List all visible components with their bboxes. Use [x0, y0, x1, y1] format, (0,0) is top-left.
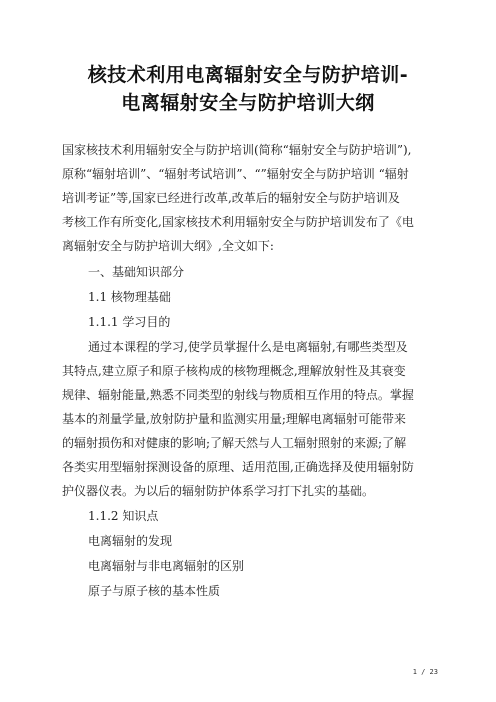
- paragraph-line: 护仪器仪表。为以后的辐射防护体系学习打下扎实的基础。: [62, 484, 375, 498]
- paragraph-line: 培训考证”等,国家已经进行改革,改革后的辐射安全与防护培训及: [62, 191, 400, 205]
- paragraph-line: 规律、辐射能量,熟悉不同类型的射线与物质相互作用的特点。掌握: [62, 388, 414, 402]
- subsection-heading: 1.1.2 知识点: [88, 509, 159, 523]
- paragraph-line: 各类实用型辐射探测设备的原理、适用范围,正确选择及使用辐射防: [62, 460, 414, 474]
- subsection-heading: 1.1.1 学习目的: [88, 315, 171, 329]
- paragraph-line: 的辐射损伤和对健康的影响;了解天然与人工辐射照射的来源;了解: [62, 436, 407, 450]
- document-title-line-2: 电离辐射安全与防护培训大纲: [121, 92, 375, 114]
- paragraph-line: 其特点,建立原子和原子核构成的核物理概念,理解放射性及其衰变: [62, 364, 406, 378]
- document-title-line-1: 核技术利用电离辐射安全与防护培训-: [87, 64, 409, 86]
- list-item: 电离辐射与非电离辐射的区别: [88, 559, 245, 573]
- list-item: 电离辐射的发现: [88, 534, 173, 548]
- list-item: 原子与原子核的基本性质: [88, 584, 221, 598]
- page-number: 1 / 23: [412, 668, 438, 676]
- paragraph-line: 考核工作有所变化,国家核技术利用辐射安全与防护培训发布了《电: [62, 215, 414, 229]
- section-heading: 一、基础知识部分: [88, 265, 185, 279]
- subsection-heading: 1.1 核物理基础: [88, 290, 171, 304]
- paragraph-line: 基本的剂量学量,放射防护量和监测实用量;理解电离辐射可能带来: [62, 412, 406, 426]
- paragraph-line: 离辐射安全与防护培训大纲》,全文如下:: [62, 239, 274, 253]
- paragraph-line: 国家核技术利用辐射安全与防护培训(简称“辐射安全与防护培训”),: [62, 143, 412, 157]
- paragraph-line: 原称“辐射培训”、“辐射考试培训”、“”辐射安全与防护培训 “辐射: [62, 167, 409, 181]
- paragraph-line: 通过本课程的学习,使学员掌握什么是电离辐射,有哪些类型及: [88, 340, 408, 354]
